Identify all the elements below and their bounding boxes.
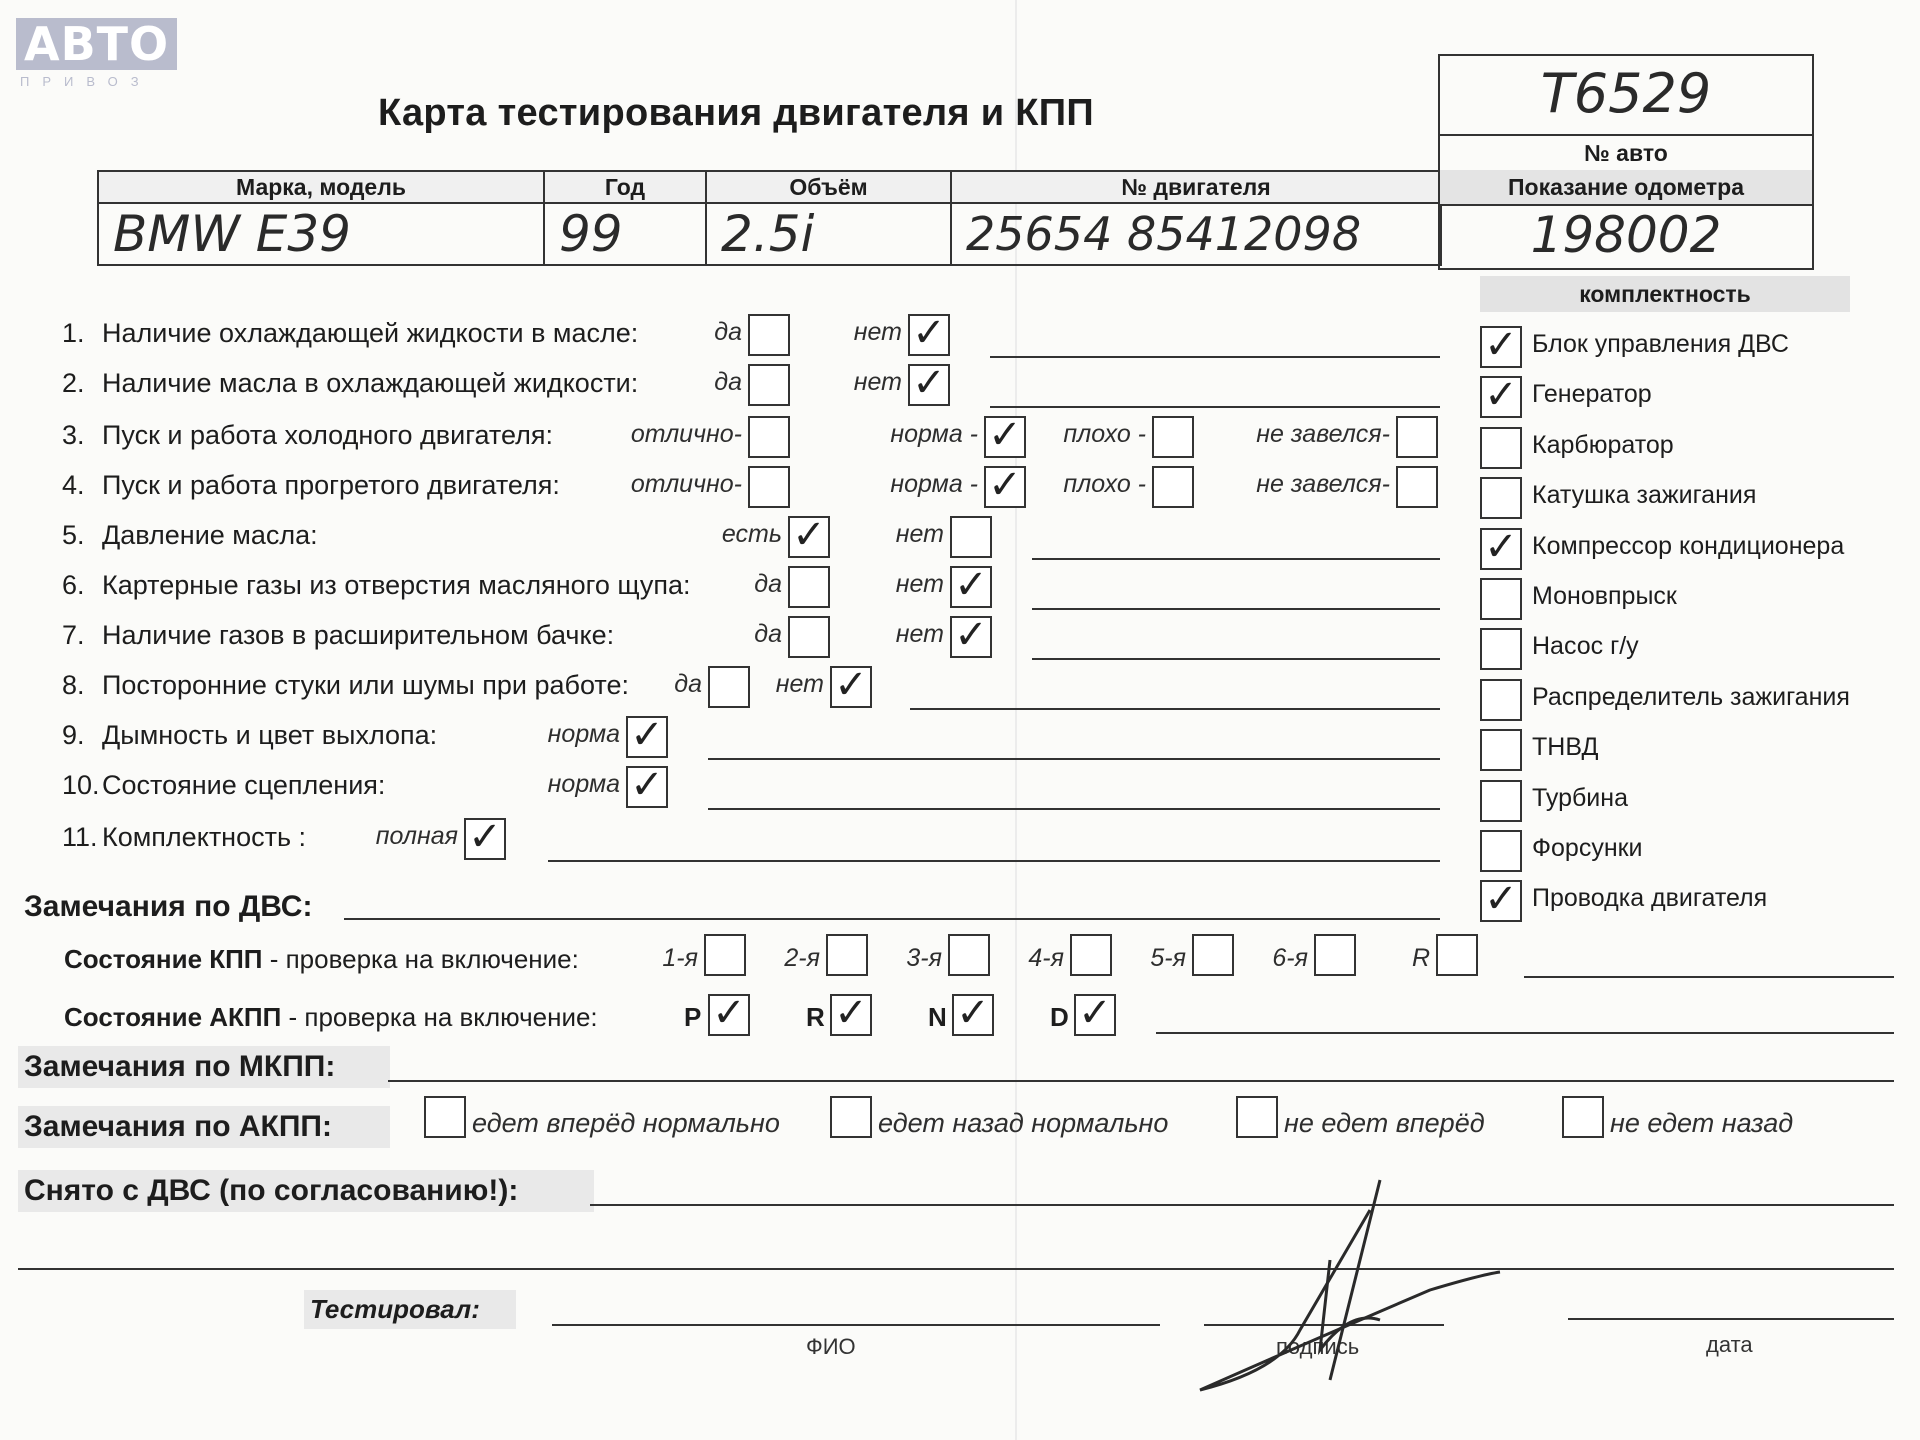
- fio-line[interactable]: [552, 1324, 1160, 1326]
- kpp-gear-label: R: [1411, 944, 1430, 972]
- kit-item-checkbox[interactable]: [1480, 372, 1522, 419]
- kpp-gear-label: 3-я: [906, 944, 942, 972]
- kpp-gear-label: 6-я: [1272, 944, 1308, 972]
- akpp-gear-checkbox-mark: ✓: [1078, 990, 1112, 1036]
- vehicle-table: [97, 170, 1442, 266]
- check-1-checkbox[interactable]: [908, 310, 950, 356]
- value-year[interactable]: 99: [544, 203, 706, 265]
- header-year: Год: [544, 171, 706, 203]
- kit-item-checkbox-mark: ✓: [1484, 876, 1518, 923]
- odometer-label: Показание одометра: [1440, 170, 1812, 206]
- kit-heading: комплектность: [1480, 276, 1850, 312]
- kpp-gear-label: 5-я: [1150, 944, 1186, 972]
- kpp-line[interactable]: [1524, 976, 1894, 978]
- akpp-remark-label: едет вперёд нормально: [472, 1108, 780, 1138]
- kit-item-checkbox[interactable]: [1480, 830, 1522, 872]
- handwritten-signature: [1180, 1170, 1520, 1400]
- kit-item-checkbox[interactable]: [1480, 322, 1522, 368]
- check-9-option-label: норма: [547, 720, 620, 748]
- kit-item-label: Блок управления ДВС: [1532, 330, 1789, 358]
- date-caption: дата: [1706, 1332, 1753, 1357]
- kit-item-label: ТНВД: [1532, 733, 1599, 762]
- kpp-label-rest: - проверка на включение:: [262, 944, 579, 974]
- check-9-note-line[interactable]: [708, 758, 1440, 760]
- check-number: 1.: [62, 318, 85, 348]
- mkpp-remarks-label: Замечания по МКПП:: [18, 1046, 390, 1088]
- check-text: Картерные газы из отверстия масляного щупа:: [102, 570, 691, 600]
- mkpp-remarks-line[interactable]: [388, 1080, 1894, 1082]
- check-number: 3.: [62, 420, 85, 450]
- akpp-gear-checkbox[interactable]: [952, 990, 994, 1036]
- kit-item-checkbox[interactable]: [1480, 628, 1522, 670]
- check-question-2: [62, 368, 638, 399]
- akpp-gear-label: R: [806, 1002, 825, 1032]
- check-7-checkbox-mark: ✓: [954, 612, 988, 658]
- akpp-gear-checkbox-mark: ✓: [712, 990, 746, 1036]
- kit-item-label: Катушка зажигания: [1532, 481, 1757, 510]
- check-6-checkbox-mark: ✓: [954, 562, 988, 608]
- check-4-checkbox[interactable]: [1152, 466, 1194, 508]
- kpp-label: [64, 944, 579, 975]
- check-11-checkbox[interactable]: [464, 814, 506, 860]
- check-number: 7.: [62, 620, 85, 650]
- removed-label: Снято с ДВС (по согласованию!):: [18, 1170, 594, 1212]
- kpp-gear-label: 2-я: [784, 944, 820, 972]
- check-5-checkbox[interactable]: [950, 516, 992, 558]
- check-question-10: [62, 770, 385, 801]
- check-question-8: [62, 670, 629, 701]
- logo-tagline: ПРИВОЗ: [20, 74, 152, 89]
- check-text: Наличие охлаждающей жидкости в масле:: [102, 318, 639, 348]
- check-text: Состояние сцепления:: [102, 770, 386, 800]
- check-3-checkbox[interactable]: [1152, 416, 1194, 458]
- akpp-gear-checkbox[interactable]: [1074, 990, 1116, 1036]
- kpp-label-bold: Состояние КПП: [64, 944, 263, 974]
- check-text: Дымность и цвет выхлопа:: [102, 720, 438, 750]
- kit-item-checkbox[interactable]: [1480, 578, 1522, 620]
- check-7-option-label: да: [754, 620, 782, 648]
- akpp-gear-checkbox-mark: ✓: [956, 990, 990, 1036]
- check-6-checkbox[interactable]: [950, 562, 992, 608]
- check-number: 5.: [62, 520, 85, 550]
- kit-item-label: Проводка двигателя: [1532, 884, 1768, 913]
- check-4-option-label: отлично-: [630, 470, 742, 498]
- akpp-gear-checkbox[interactable]: [708, 990, 750, 1036]
- kit-item-label: Моновпрыск: [1532, 582, 1677, 610]
- check-5-option-label: есть: [721, 520, 782, 548]
- header-make-model: Марка, модель: [98, 171, 544, 203]
- page-title: Карта тестирования двигателя и КПП: [378, 92, 1094, 134]
- check-question-7: [62, 620, 614, 651]
- akpp-gear-label: P: [684, 1002, 702, 1032]
- engine-remarks-line[interactable]: [344, 918, 1440, 920]
- check-10-option-label: норма: [547, 770, 620, 798]
- check-3-option-label: не завелся-: [1256, 420, 1390, 448]
- check-3-checkbox-mark: ✓: [988, 412, 1022, 458]
- check-3-option-label: отлично-: [630, 420, 742, 448]
- logo-brand: АВТО: [16, 18, 177, 70]
- check-text: Пуск и работа прогретого двигателя:: [102, 470, 560, 500]
- check-2-option-label: да: [714, 368, 742, 396]
- kpp-gear-label: 1-я: [662, 944, 698, 972]
- check-question-5: [62, 520, 318, 551]
- auto-odometer-box: [1438, 54, 1814, 270]
- kit-item-label: Форсунки: [1532, 834, 1643, 862]
- kit-item-checkbox-mark: ✓: [1484, 372, 1518, 419]
- check-11-note-line[interactable]: [548, 860, 1440, 862]
- akpp-remark-checkbox[interactable]: [424, 1096, 466, 1138]
- check-question-1: [62, 318, 638, 349]
- kit-item-checkbox-mark: ✓: [1484, 523, 1518, 570]
- check-5-option-label: нет: [895, 520, 944, 548]
- check-9-checkbox-mark: ✓: [630, 712, 664, 758]
- check-text: Посторонние стуки или шумы при работе:: [102, 670, 629, 700]
- check-1-checkbox-mark: ✓: [912, 310, 946, 356]
- akpp-gear-checkbox[interactable]: [830, 990, 872, 1036]
- removed-line-2[interactable]: [18, 1268, 1894, 1270]
- check-question-11: [62, 822, 306, 853]
- akpp-remark-label: не едет вперёд: [1284, 1108, 1485, 1138]
- kit-item-checkbox[interactable]: [1480, 477, 1522, 519]
- date-line[interactable]: [1568, 1318, 1894, 1320]
- odometer-value[interactable]: 198002: [1530, 206, 1722, 264]
- kit-item-label: Компрессор кондиционера: [1532, 531, 1845, 560]
- check-question-4: [62, 470, 560, 501]
- check-3-option-label: норма -: [890, 420, 978, 448]
- header-volume: Объём: [706, 171, 951, 203]
- check-1-note-line[interactable]: [990, 356, 1440, 358]
- check-6-option-label: да: [754, 570, 782, 598]
- akpp-label: [64, 1002, 598, 1033]
- kit-item-label: Турбина: [1532, 783, 1628, 812]
- kpp-gear-checkbox[interactable]: [1314, 934, 1356, 976]
- check-8-option-label: нет: [775, 670, 824, 698]
- kpp-gear-checkbox[interactable]: [704, 934, 746, 976]
- check-1-option-label: да: [714, 318, 742, 346]
- check-4-option-label: не завелся-: [1256, 470, 1390, 498]
- check-7-option-label: нет: [895, 620, 944, 648]
- akpp-remarks-label: Замечания по АКПП:: [18, 1106, 390, 1148]
- check-number: 6.: [62, 570, 85, 600]
- check-1-option-label: нет: [853, 318, 902, 346]
- akpp-remark-label: не едет назад: [1610, 1108, 1794, 1138]
- akpp-gear-label: N: [928, 1002, 947, 1032]
- signature-caption: подпись: [1276, 1334, 1360, 1359]
- check-text: Пуск и работа холодного двигателя:: [102, 420, 553, 450]
- kpp-gear-checkbox[interactable]: [826, 934, 868, 976]
- kit-item-checkbox[interactable]: [1480, 427, 1522, 469]
- kpp-gear-checkbox[interactable]: [948, 934, 990, 976]
- kit-item-label: Насос г/у: [1532, 632, 1639, 661]
- check-text: Давление масла:: [102, 520, 318, 550]
- check-7-note-line[interactable]: [1032, 658, 1440, 660]
- value-engine-number[interactable]: 25654 85412098: [951, 203, 1441, 265]
- check-10-note-line[interactable]: [708, 808, 1440, 810]
- akpp-label-rest: - проверка на включение:: [281, 1002, 598, 1032]
- check-2-note-line[interactable]: [990, 406, 1440, 408]
- check-2-checkbox[interactable]: [908, 360, 950, 406]
- kit-item-checkbox[interactable]: [1480, 679, 1522, 721]
- check-7-checkbox[interactable]: [950, 612, 992, 658]
- brand-logo: [16, 18, 177, 89]
- check-3-checkbox[interactable]: [1396, 416, 1438, 458]
- check-8-option-label: да: [674, 670, 702, 698]
- value-make-model[interactable]: BMW E39: [98, 203, 544, 265]
- akpp-remark-checkbox[interactable]: [830, 1096, 872, 1138]
- check-4-checkbox[interactable]: [1396, 466, 1438, 508]
- engine-remarks-label: Замечания по ДВС:: [24, 890, 313, 923]
- check-11-checkbox-mark: ✓: [468, 814, 502, 860]
- check-6-option-label: нет: [895, 570, 944, 598]
- header-engine-number: № двигателя: [951, 171, 1441, 203]
- check-2-option-label: нет: [853, 368, 902, 396]
- check-number: 10.: [62, 770, 100, 800]
- check-number: 11.: [62, 822, 98, 852]
- check-10-checkbox-mark: ✓: [630, 762, 664, 808]
- check-question-9: [62, 720, 437, 751]
- check-text: Комплектность :: [102, 822, 307, 852]
- kit-item-label: Генератор: [1532, 380, 1652, 409]
- kit-item-checkbox-mark: ✓: [1484, 322, 1518, 368]
- akpp-remark-label: едет назад нормально: [878, 1108, 1169, 1138]
- check-3-option-label: плохо -: [1063, 420, 1146, 448]
- check-question-6: [62, 570, 691, 601]
- check-text: Наличие газов в расширительном бачке:: [102, 620, 615, 650]
- check-10-checkbox[interactable]: [626, 762, 668, 808]
- check-number: 9.: [62, 720, 85, 750]
- check-question-3: [62, 420, 553, 451]
- kit-item-checkbox[interactable]: [1480, 780, 1522, 822]
- fio-caption: ФИО: [806, 1334, 856, 1359]
- check-number: 4.: [62, 470, 85, 500]
- akpp-label-bold: Состояние АКПП: [64, 1002, 282, 1032]
- check-8-checkbox[interactable]: [830, 662, 872, 708]
- akpp-line[interactable]: [1156, 1032, 1894, 1034]
- check-11-option-label: полная: [375, 822, 458, 850]
- check-4-option-label: норма -: [890, 470, 978, 498]
- akpp-gear-checkbox-mark: ✓: [834, 990, 868, 1036]
- kpp-gear-label: 4-я: [1028, 944, 1064, 972]
- kit-item-label: Карбюратор: [1532, 430, 1674, 459]
- check-2-checkbox-mark: ✓: [912, 360, 946, 406]
- check-4-checkbox-mark: ✓: [988, 462, 1022, 508]
- check-8-note-line[interactable]: [910, 708, 1440, 710]
- kpp-gear-checkbox[interactable]: [1192, 934, 1234, 976]
- kpp-gear-checkbox[interactable]: [1436, 934, 1478, 976]
- kit-item-label: Распределитель зажигания: [1532, 682, 1850, 711]
- check-9-checkbox[interactable]: [626, 712, 668, 758]
- akpp-remark-checkbox[interactable]: [1236, 1096, 1278, 1138]
- check-number: 8.: [62, 670, 85, 700]
- check-5-note-line[interactable]: [1032, 558, 1440, 560]
- check-5-checkbox-mark: ✓: [792, 512, 826, 558]
- check-4-option-label: плохо -: [1063, 470, 1146, 498]
- kit-item-checkbox[interactable]: [1480, 876, 1522, 923]
- akpp-remark-checkbox[interactable]: [1562, 1096, 1604, 1138]
- kit-item-checkbox[interactable]: [1480, 523, 1522, 570]
- kit-item-checkbox[interactable]: [1480, 729, 1522, 771]
- auto-number-value[interactable]: T6529: [1540, 62, 1712, 125]
- kpp-gear-checkbox[interactable]: [1070, 934, 1112, 976]
- check-8-checkbox-mark: ✓: [834, 662, 868, 708]
- tested-label: Тестировал:: [304, 1290, 516, 1329]
- auto-number-label: № авто: [1440, 134, 1812, 172]
- check-number: 2.: [62, 368, 85, 398]
- akpp-gear-label: D: [1050, 1002, 1069, 1032]
- value-volume[interactable]: 2.5i: [706, 203, 951, 265]
- check-6-note-line[interactable]: [1032, 608, 1440, 610]
- check-text: Наличие масла в охлаждающей жидкости:: [102, 368, 639, 398]
